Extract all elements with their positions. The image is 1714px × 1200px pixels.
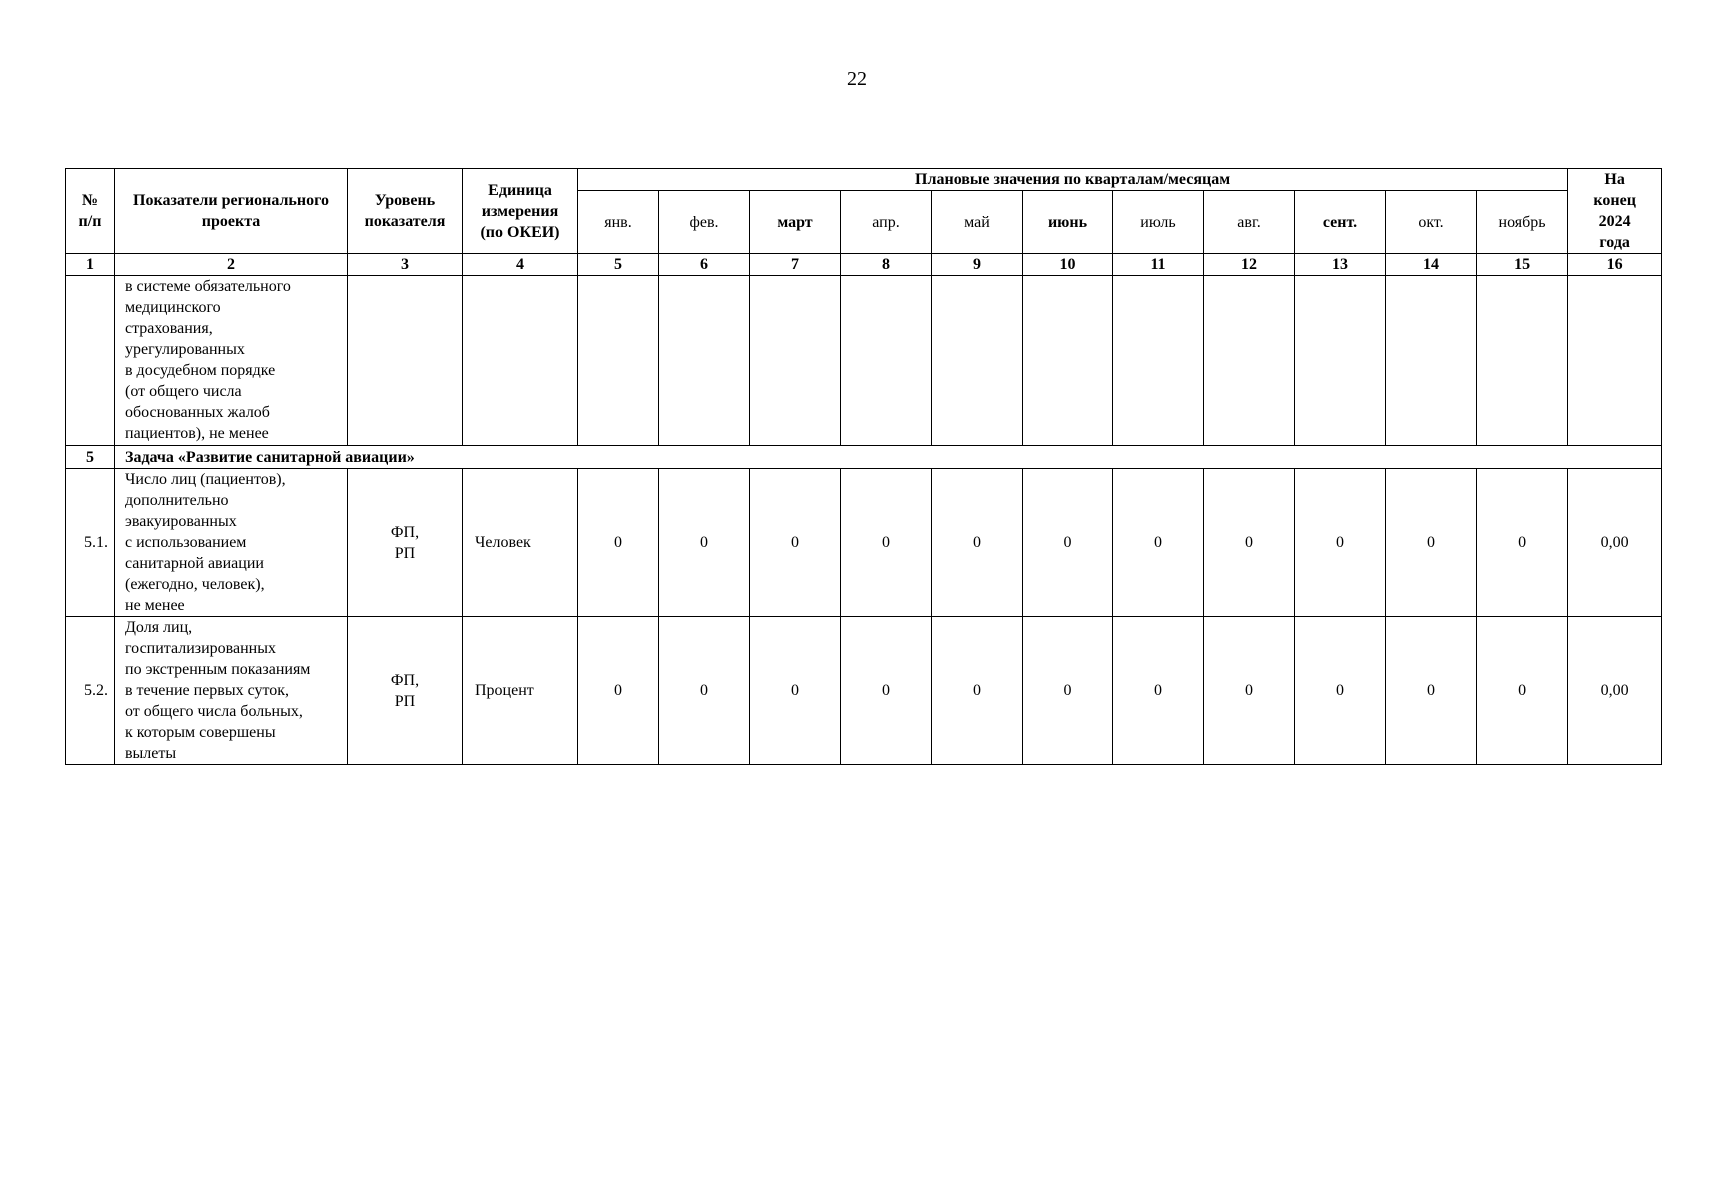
indicator-line: вылеты [125, 745, 177, 762]
indicator-line: обоснованных жалоб [125, 404, 270, 421]
indicator-line: Число лиц (пациентов), [125, 471, 286, 488]
end-value-cell: 0,00 [1568, 469, 1662, 617]
month-header: март [750, 191, 841, 254]
header-unit: Единица измерения (по ОКЕИ) [463, 169, 578, 254]
month-header: фев. [659, 191, 750, 254]
header-num: № п/п [66, 169, 115, 254]
month-header: май [932, 191, 1023, 254]
task-row [66, 446, 1662, 469]
empty-cell [1204, 276, 1295, 446]
column-number: 14 [1386, 254, 1477, 276]
value-cell: 0 [1477, 469, 1568, 617]
value-cell: 0 [1113, 469, 1204, 617]
row-num: 5.1. [66, 469, 115, 617]
value-cell: 0 [659, 469, 750, 617]
indicators-table [65, 168, 1662, 765]
value-cell: 0 [841, 617, 932, 765]
level-line: РП [394, 692, 416, 710]
empty-cell [1568, 276, 1662, 446]
row-level [348, 469, 463, 617]
value-cell: 0 [750, 617, 841, 765]
month-header: ноябрь [1477, 191, 1568, 254]
value-cell: 0 [1386, 469, 1477, 617]
indicator-line: с использованием [125, 534, 247, 551]
indicator-line: (ежегодно, человек), [125, 576, 265, 593]
empty-cell [1113, 276, 1204, 446]
empty-cell [348, 276, 463, 446]
row-indicator [115, 617, 348, 765]
column-number: 5 [578, 254, 659, 276]
value-cell: 0 [1113, 617, 1204, 765]
row-unit: Человек [463, 469, 578, 617]
column-number: 13 [1295, 254, 1386, 276]
column-number: 16 [1568, 254, 1662, 276]
column-numbers-row [66, 254, 1662, 276]
month-header: сент. [1295, 191, 1386, 254]
continuation-indicator [115, 276, 348, 446]
value-cell: 0 [1295, 469, 1386, 617]
indicator-line: от общего числа больных, [125, 703, 303, 720]
value-cell: 0 [1477, 617, 1568, 765]
row-indicator [115, 469, 348, 617]
indicator-line: к которым совершены [125, 724, 276, 741]
empty-cell [1386, 276, 1477, 446]
value-cell: 0 [932, 617, 1023, 765]
header-end: На конец 2024 года [1568, 169, 1662, 254]
header-plan: Плановые значения по кварталам/месяцам [578, 169, 1568, 191]
level-line: ФП, [390, 671, 420, 689]
indicator-line: в течение первых суток, [125, 682, 290, 699]
empty-cell [659, 276, 750, 446]
indicator-line: дополнительно [125, 492, 229, 509]
indicator-line: эвакуированных [125, 513, 237, 530]
value-cell: 0 [1295, 617, 1386, 765]
value-cell: 0 [1023, 617, 1113, 765]
value-cell: 0 [1386, 617, 1477, 765]
indicator-line: пациентов), не менее [125, 425, 269, 442]
task-title: Задача «Развитие санитарной авиации» [115, 446, 1662, 469]
month-header: июль [1113, 191, 1204, 254]
empty-cell [1023, 276, 1113, 446]
value-cell: 0 [750, 469, 841, 617]
header-indicators: Показатели регионального проекта [115, 169, 348, 254]
value-cell: 0 [1204, 469, 1295, 617]
column-number: 3 [348, 254, 463, 276]
indicator-line: Доля лиц, [125, 619, 193, 636]
month-header: июнь [1023, 191, 1113, 254]
indicator-line: в системе обязательного [125, 278, 291, 295]
column-number: 15 [1477, 254, 1568, 276]
column-number: 2 [115, 254, 348, 276]
month-header: янв. [578, 191, 659, 254]
table-row [66, 469, 1662, 617]
column-number: 6 [659, 254, 750, 276]
continuation-row [66, 276, 1662, 446]
value-cell: 0 [578, 469, 659, 617]
continuation-num [66, 276, 115, 446]
header-level: Уровень показателя [348, 169, 463, 254]
task-num: 5 [66, 446, 115, 469]
column-number: 1 [66, 254, 115, 276]
indicator-line: в досудебном порядке [125, 362, 276, 379]
indicator-line: санитарной авиации [125, 555, 264, 572]
column-number: 7 [750, 254, 841, 276]
empty-cell [841, 276, 932, 446]
indicator-line: медицинского [125, 299, 221, 316]
empty-cell [463, 276, 578, 446]
value-cell: 0 [841, 469, 932, 617]
column-number: 10 [1023, 254, 1113, 276]
row-num: 5.2. [66, 617, 115, 765]
empty-cell [1295, 276, 1386, 446]
value-cell: 0 [578, 617, 659, 765]
value-cell: 0 [659, 617, 750, 765]
column-number: 12 [1204, 254, 1295, 276]
column-number: 8 [841, 254, 932, 276]
level-line: РП [394, 544, 416, 562]
row-unit: Процент [463, 617, 578, 765]
value-cell: 0 [1204, 617, 1295, 765]
column-number: 4 [463, 254, 578, 276]
end-value-cell: 0,00 [1568, 617, 1662, 765]
month-header: авг. [1204, 191, 1295, 254]
column-number: 9 [932, 254, 1023, 276]
empty-cell [1477, 276, 1568, 446]
indicator-line: (от общего числа [125, 383, 242, 400]
indicator-line: страхования, [125, 320, 213, 337]
value-cell: 0 [932, 469, 1023, 617]
empty-cell [578, 276, 659, 446]
month-header: апр. [841, 191, 932, 254]
indicator-line: не менее [125, 597, 185, 614]
indicator-line: урегулированных [125, 341, 245, 358]
indicator-line: госпитализированных [125, 640, 276, 657]
indicator-line: по экстренным показаниям [125, 661, 311, 678]
table-row [66, 617, 1662, 765]
value-cell: 0 [1023, 469, 1113, 617]
level-line: ФП, [390, 523, 420, 541]
row-level [348, 617, 463, 765]
empty-cell [750, 276, 841, 446]
empty-cell [932, 276, 1023, 446]
month-header: окт. [1386, 191, 1477, 254]
page-number: 22 [847, 68, 867, 90]
column-number: 11 [1113, 254, 1204, 276]
